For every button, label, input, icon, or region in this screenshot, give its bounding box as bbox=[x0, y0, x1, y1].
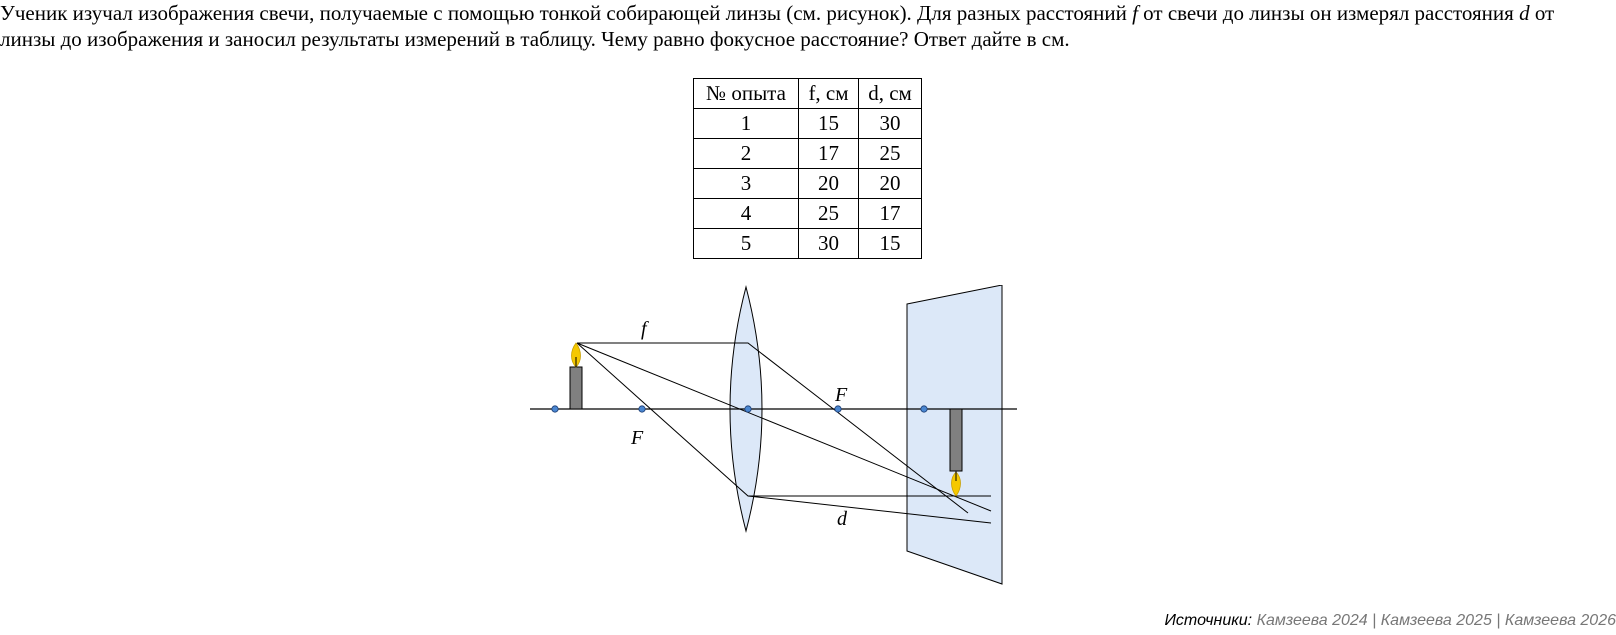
table-header-row bbox=[694, 79, 922, 109]
cell-d: 25 bbox=[859, 139, 922, 169]
cell-experiment: 1 bbox=[694, 109, 799, 139]
cell-d: 20 bbox=[859, 169, 922, 199]
header-d: d, см bbox=[859, 79, 922, 109]
sources-list: Камзеева 2024 | Камзеева 2025 | Камзеева 2026 bbox=[1256, 612, 1616, 629]
header-f: f, см bbox=[799, 79, 859, 109]
lens-diagram bbox=[530, 285, 1030, 585]
data-table-wrapper bbox=[693, 78, 922, 259]
label-d: d bbox=[837, 508, 847, 530]
axis-point-2F bbox=[552, 406, 558, 412]
cell-d: 30 bbox=[859, 109, 922, 139]
cell-f: 20 bbox=[799, 169, 859, 199]
table-row bbox=[694, 229, 922, 259]
cell-f: 25 bbox=[799, 199, 859, 229]
table-row bbox=[694, 199, 922, 229]
measurements-table bbox=[693, 78, 922, 259]
question-part-2: от свечи до линзы он измерял расстояния bbox=[1137, 1, 1520, 25]
label-F-left: F bbox=[631, 427, 644, 449]
axis-point-F-left bbox=[639, 406, 645, 412]
variable-d: d bbox=[1519, 1, 1530, 25]
header-experiment: № опыта bbox=[694, 79, 799, 109]
table-row bbox=[694, 169, 922, 199]
label-f: f bbox=[641, 318, 647, 340]
cell-f: 17 bbox=[799, 139, 859, 169]
variable-f: f bbox=[1132, 1, 1138, 25]
cell-f: 30 bbox=[799, 229, 859, 259]
cell-experiment: 3 bbox=[694, 169, 799, 199]
cell-f: 15 bbox=[799, 109, 859, 139]
cell-d: 15 bbox=[859, 229, 922, 259]
question-part-1: Ученик изучал изображения свечи, получаемые с помощью тонкой собирающей линзы (см. рисунок). Для разных расстояний bbox=[0, 1, 1133, 25]
axis-point-F-right bbox=[835, 406, 841, 412]
cell-d: 17 bbox=[859, 199, 922, 229]
candle-body bbox=[570, 367, 582, 409]
sources-line bbox=[1164, 612, 1616, 630]
cell-experiment: 4 bbox=[694, 199, 799, 229]
axis-point-2F-right bbox=[921, 406, 927, 412]
label-F-right: F bbox=[835, 384, 848, 406]
table-row bbox=[694, 139, 922, 169]
image-candle-body bbox=[950, 409, 962, 471]
question-part-3: от линзы до изображения и заносил результаты измерений в таблицу. Чему равно фокусное расстояние? Ответ дайте в см. bbox=[0, 1, 1555, 51]
axis-point-center bbox=[745, 406, 751, 412]
question-text bbox=[0, 0, 1600, 52]
sources-label: Источники: bbox=[1164, 612, 1253, 629]
table-row bbox=[694, 109, 922, 139]
cell-experiment: 2 bbox=[694, 139, 799, 169]
cell-experiment: 5 bbox=[694, 229, 799, 259]
